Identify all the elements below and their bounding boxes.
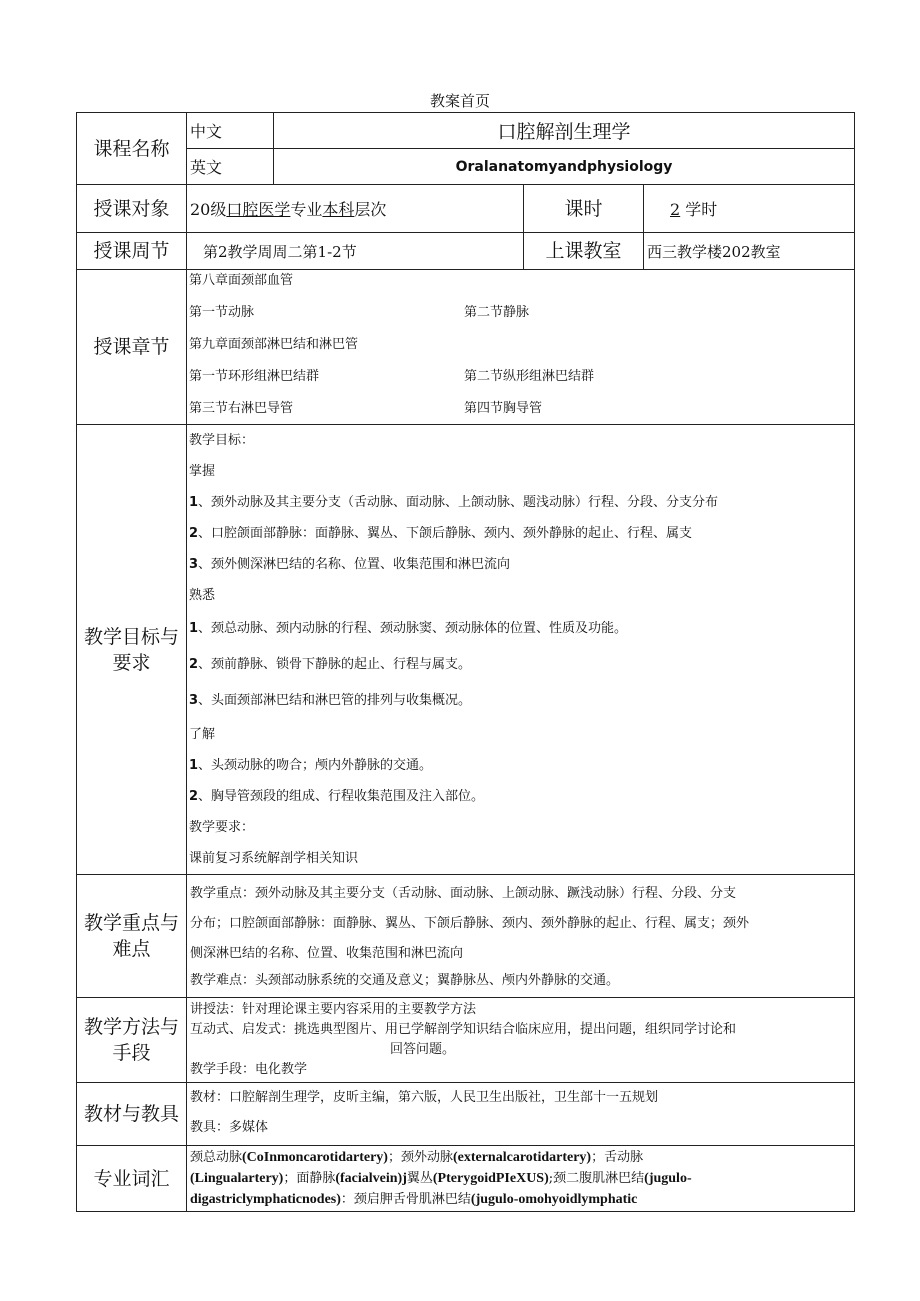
- chapter-9-title: 第九章面颈部淋巴结和淋巴管: [189, 337, 359, 352]
- audience-major: 口腔医学: [226, 200, 291, 219]
- room-label: 上课教室: [524, 233, 644, 270]
- vocab-line-1: 颈总动脉(CoInmoncarotidartery)；颈外动脉(externalcarotidartery)；舌动脉: [190, 1150, 644, 1165]
- methods-line-1: 讲授法：针对理论课主要内容采用的主要教学方法: [190, 1002, 477, 1017]
- course-en-label: 英文: [187, 149, 274, 185]
- materials-textbook: 教材：口腔解剖生理学，皮昕主编，第六版，人民卫生出版社，卫生部十一五规划: [190, 1090, 659, 1105]
- hours-label: 课时: [524, 185, 644, 233]
- chapter-9-section-2: 第二节纵形组淋巴结群: [464, 369, 595, 384]
- methods-line-4: 教学手段：电化教学: [190, 1062, 308, 1077]
- hours-unit: 学时: [685, 200, 718, 219]
- master-item-3: 3、颈外侧深淋巴结的名称、位置、收集范围和淋巴流向: [189, 557, 511, 572]
- methods-line-2: 互动式、启发式：挑选典型图片、用已学解剖学知识结合临床应用，提出问题，组织同学讨论和: [190, 1022, 737, 1037]
- materials-content: [187, 1083, 855, 1146]
- keypoints-line-3: 侧深淋巴结的名称、位置、收集范围和淋巴流向: [190, 946, 464, 961]
- lesson-plan-table: [76, 112, 855, 1212]
- chapter-8-title: 第八章面颈部血管: [189, 273, 294, 288]
- materials-tools: 教具：多媒体: [190, 1120, 269, 1135]
- keypoints-line-1: 教学重点：颈外动脉及其主要分支（舌动脉、面动脉、上颌动脉、蹶浅动脉）行程、分段、分支: [190, 886, 737, 901]
- course-cn-label: 中文: [187, 113, 274, 149]
- vocab-label: 专业词汇: [77, 1146, 187, 1212]
- familiar-item-2: 2、颈前静脉、锁骨下静脉的起止、行程与属支。: [189, 657, 472, 672]
- chapter-9-section-1: 第一节环形组淋巴结群: [189, 369, 320, 384]
- master-item-1: 1、颈外动脉及其主要分支（舌动脉、面动脉、上颌动脉、题浅动脉）行程、分段、分支分布: [189, 495, 719, 510]
- understand-heading: 了解: [189, 727, 216, 742]
- vocab-line-3: digastriclymphaticnodes)：颈启胛舌骨肌淋巴结(jugulo-omohyoidlymphatic: [190, 1192, 638, 1207]
- materials-label: 教材与教具: [77, 1083, 187, 1146]
- audience-suffix: 层次: [354, 200, 387, 219]
- audience-label: 授课对象: [77, 185, 187, 233]
- chapter-8-section-2: 第二节静脉: [464, 305, 530, 320]
- master-heading: 掌握: [189, 464, 216, 479]
- keypoints-line-2: 分布；口腔颌面部静脉：面静脉、翼丛、下颌后静脉、颈内、颈外静脉的起止、行程、属支；颈外: [190, 916, 750, 931]
- audience-prefix: 20级: [190, 200, 227, 219]
- week-label: 授课周节: [77, 233, 187, 270]
- requirements-heading: 教学要求：: [189, 820, 255, 835]
- room-value: 西三教学楼202教室: [644, 233, 855, 270]
- familiar-item-3: 3、头面颈部淋巴结和淋巴管的排列与收集概况。: [189, 693, 472, 708]
- course-en-value: Oralanatomyandphysiology: [274, 149, 855, 185]
- audience-mid: 专业: [290, 200, 323, 219]
- chapter-9-section-4: 第四节胸导管: [464, 401, 543, 416]
- objectives-heading: 教学目标：: [189, 433, 255, 448]
- chapters-content: [187, 270, 855, 425]
- keypoints-line-4: 教学难点：头颈部动脉系统的交通及意义；翼静脉丛、颅内外静脉的交通。: [190, 973, 620, 988]
- chapters-label: 授课章节: [77, 270, 187, 425]
- chapter-9-section-3: 第三节右淋巴导管: [189, 401, 294, 416]
- master-item-2: 2、口腔颌面部静脉：面静脉、翼丛、下颌后静脉、颈内、颈外静脉的起止、行程、属支: [189, 526, 693, 541]
- vocab-content: [187, 1146, 855, 1212]
- course-name-label: 课程名称: [77, 113, 187, 185]
- methods-label: 教学方法与手段: [77, 998, 187, 1083]
- audience-value: [187, 185, 524, 233]
- keypoints-content: [187, 875, 855, 998]
- hours-value: [644, 185, 855, 233]
- page-title: 教案首页: [429, 92, 490, 110]
- familiar-heading: 熟悉: [189, 588, 216, 603]
- objectives-label: 教学目标与要求: [77, 425, 187, 875]
- understand-item-1: 1、头颈动脉的吻合；颅内外静脉的交通。: [189, 758, 433, 773]
- objectives-content: [187, 425, 855, 875]
- familiar-item-1: 1、颈总动脉、颈内动脉的行程、颈动脉窦、颈动脉体的位置、性质及功能。: [189, 621, 628, 636]
- hours-number: 2: [670, 200, 681, 219]
- methods-content: [187, 998, 855, 1083]
- audience-level: 本科: [322, 200, 355, 219]
- methods-line-3: 回答问题。: [390, 1042, 456, 1057]
- course-cn-value: 口腔解剖生理学: [274, 113, 855, 149]
- week-value: 第2教学周周二第1-2节: [187, 233, 524, 270]
- chapter-8-section-1: 第一节动脉: [189, 305, 255, 320]
- vocab-line-2: (Lingualartery)；面静脉(facialvein)j翼丛(PterygoidPIeXUS);颈二腹肌淋巴结(jugulo-: [190, 1171, 692, 1186]
- requirements-text: 课前复习系统解剖学相关知识: [189, 851, 359, 866]
- understand-item-2: 2、胸导管颈段的组成、行程收集范围及注入部位。: [189, 789, 485, 804]
- keypoints-label: 教学重点与难点: [77, 875, 187, 998]
